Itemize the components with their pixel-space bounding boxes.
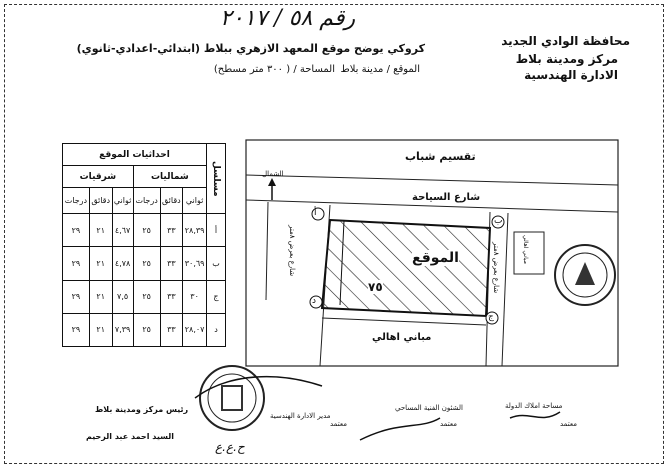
signature-scribble: [510, 412, 560, 418]
cell: ٢١: [89, 280, 112, 313]
cell: ٤,٦٧: [112, 214, 133, 247]
cell: ٢٥: [133, 280, 160, 313]
cell: ٢٥: [133, 214, 160, 247]
signature-label-engineering: مدير الادارة الهندسية: [270, 412, 331, 420]
top-street-label: تقسيم شباب: [405, 150, 476, 163]
tourism-street-label: شارع السياحة: [412, 192, 481, 203]
cell: ٢١: [89, 247, 112, 280]
cell-serial: ج: [207, 280, 226, 313]
cell: ٢٩: [63, 280, 90, 313]
cell: ٣٠,٦٩: [183, 247, 207, 280]
sub-header: دقائق: [160, 188, 183, 214]
site-label: الموقع: [412, 250, 459, 266]
cell-serial: د: [207, 313, 226, 346]
signature-name-state: معتمد: [560, 420, 577, 428]
site-parcel: [322, 220, 490, 316]
cell-serial: ب: [207, 247, 226, 280]
official-stamp-bottom: [200, 366, 264, 430]
serial-header: مسلسل: [207, 144, 226, 214]
site-number: ٧٥: [368, 280, 383, 294]
area-label: المساحة / ( ٣٠٠ متر مسطح): [213, 64, 335, 75]
sub-header: ثواني: [112, 188, 133, 214]
cell: ٢٩: [63, 313, 90, 346]
cell: ٢٥: [133, 247, 160, 280]
org-line-2: مركز ومدينة بلاط: [515, 52, 618, 66]
signature-label-state: مساحة املاك الدولة: [505, 402, 563, 410]
bottom-handwriting: ح.ع.ع: [215, 440, 245, 454]
cell: ٢٨,٠٧: [183, 313, 207, 346]
corner-label: ب: [494, 216, 503, 226]
org-line-1: محافظة الوادي الجديد: [501, 34, 630, 48]
corner-label: أ: [314, 208, 317, 218]
official-stamp-right: [555, 245, 615, 305]
cell: ٧,٥: [112, 280, 133, 313]
cell: ٣٣: [160, 247, 183, 280]
left-street-label: شارع بعرض ٨متر: [288, 225, 296, 277]
buildings-label: مباني اهالي: [372, 332, 432, 343]
north-label: الشمال: [262, 170, 284, 178]
sub-header: ثواني: [183, 188, 207, 214]
cell: ٧,٣٩: [112, 313, 133, 346]
sub-header: دقائق: [89, 188, 112, 214]
cell: ٣٠: [183, 280, 207, 313]
signature-name-chief: السيد احمد عبد الرحيم: [86, 432, 174, 441]
cell: ٤,٧٨: [112, 247, 133, 280]
table-title: احداثيات الموقع: [63, 144, 207, 166]
cell: ٣٣: [160, 214, 183, 247]
cell: ٢٨,٣٩: [183, 214, 207, 247]
sub-header: درجات: [63, 188, 90, 214]
corner-label: ج: [488, 312, 494, 322]
signature-label-survey: الشئون الفنية المساحي: [395, 404, 463, 412]
cell: ٢١: [89, 313, 112, 346]
cell-serial: أ: [207, 214, 226, 247]
signature-label-chief: رئيس مركز ومدينة بلاط: [95, 405, 189, 414]
cell: ٢٩: [63, 247, 90, 280]
sub-header: درجات: [133, 188, 160, 214]
signature-name-survey: معتمد: [440, 420, 457, 428]
signature-scribble: [360, 418, 440, 440]
east-header: شرقيات: [63, 166, 134, 188]
cell: ٣٣: [160, 313, 183, 346]
north-header: شماليات: [133, 166, 206, 188]
signature-name-engineering: معتمد: [330, 420, 347, 428]
corner-label: د: [312, 296, 317, 306]
document-title: كروكي يوضح موقع المعهد الازهري ببلاط (ابتدائي-اعدادي-ثانوي): [76, 42, 425, 55]
cell: ٢٥: [133, 313, 160, 346]
org-line-3: الادارة الهندسية: [524, 68, 618, 82]
side-building-box: [514, 232, 544, 274]
cell: ٢١: [89, 214, 112, 247]
cell: ٣٣: [160, 280, 183, 313]
right-street-label: شارع بعرض ٨متر: [492, 242, 500, 294]
north-arrow-icon: [268, 178, 276, 200]
side-box-label: مباني اهالي: [522, 235, 529, 264]
handwritten-number: رقم ٥٨ / ٢٠١٧: [220, 6, 356, 31]
cell: ٢٩: [63, 214, 90, 247]
location-label: الموقع / مدينة بلاط: [340, 64, 420, 75]
